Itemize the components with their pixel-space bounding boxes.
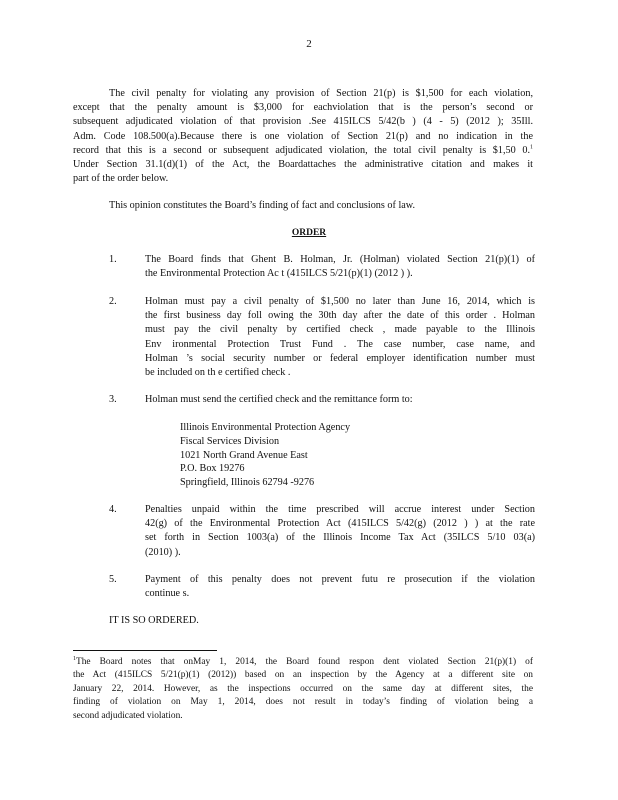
paragraph-line: part of the order below. [73, 173, 169, 185]
address-line: Springfield, Illinois 62794 -9276 [180, 477, 315, 489]
paragraph-line: subsequent adjudicated violation of that provision .See 415ILCS 5/42(b ) (4 - 5) (2012 ); 35Ill. [73, 116, 533, 128]
opinion-statement: This opinion constitutes the Board’s finding of fact and conclusions of law. [109, 200, 416, 211]
remittance-address [180, 421, 350, 490]
footnote-reference[interactable]: 1 [530, 144, 533, 151]
footnote: $^1$The Board notes that onMay 1, 2014, the Board found respon dent violated Section 21(p)(1) of the Act (415ILCS 5/21(p)(1) (2012)) based on an inspection by the Agency at a different site on January 22, 2014. However, as the inspections occurred on the same day at different sites, the finding of violation on May 1, 2014, does not result in today’s finding of violation being a second adjudicated violation. [73, 655, 533, 721]
item-text: Holman must pay a civil penalty of $1,500 no later than June 16, 2014, which is the first business day foll owing the 30th day after the date of this order . Holman must pay the civil penalty by certified check , made payable to the Illinois Env ironmental Protection Trust Fund . The case number, case name, and Holman ’s social security number or federal employer identification number must be included on th e certified check . [145, 296, 535, 379]
item-number: 4. [109, 504, 117, 515]
item-text: Penalties unpaid within the time prescribed will accrue interest under Section 42(g) of the Environmental Protection Act (415ILCS 5/42(g) (2012 ) ) at the rate set forth in Section 1003(a) of the Illinois Income Tax Act (35ILCS 5/10 03(a) (2010) ). [145, 504, 535, 558]
item-number: 5. [109, 574, 117, 585]
item-number: 1. [109, 254, 117, 265]
item-text: The Board finds that Ghent B. Holman, Jr. (Holman) violated Section 21(p)(1) of the Environmental Protection Ac t (415ILCS 5/21(p)(1) (2012 ) ). [145, 254, 535, 280]
paragraph-line: except that the penalty amount is $3,000 for eachviolation that is the person’s second or [73, 102, 533, 114]
order-heading: ORDER [291, 228, 327, 238]
paragraph-line: The civil penalty for violating any provision of Section 21(p) is $1,500 for each violation, [109, 88, 533, 99]
paragraph-line: Under Section 31.1(d)(1) of the Act, the Boardattaches the administrative citation and makes it [73, 159, 533, 171]
item-number: 2. [109, 296, 117, 307]
address-line: Illinois Environmental Protection Agency [180, 422, 351, 433]
penalty-paragraph [73, 87, 533, 186]
footnote-divider [73, 650, 217, 651]
footnote-marker: 1 [73, 655, 76, 662]
item-number: 3. [109, 394, 117, 405]
item-text: Payment of this penalty does not prevent futu re prosecution if the violation continue s. [145, 574, 535, 600]
address-line: 1021 North Grand Avenue East [180, 449, 308, 461]
paragraph-line: record that this is a second or subsequent adjudicated violation, the total civil penalty is $1,50 0.$^1$ [73, 144, 533, 156]
closing-statement: IT IS SO ORDERED. [109, 615, 199, 626]
page-number: 2 [306, 38, 312, 50]
item-text: Holman must send the certified check and the remittance form to: [145, 394, 413, 405]
address-line: Fiscal Services Division [180, 435, 280, 447]
address-line: P.O. Box 19276 [180, 463, 245, 475]
paragraph-line: Adm. Code 108.500(a).Because there is one violation of Section 21(p) and no indication in the [73, 130, 533, 142]
